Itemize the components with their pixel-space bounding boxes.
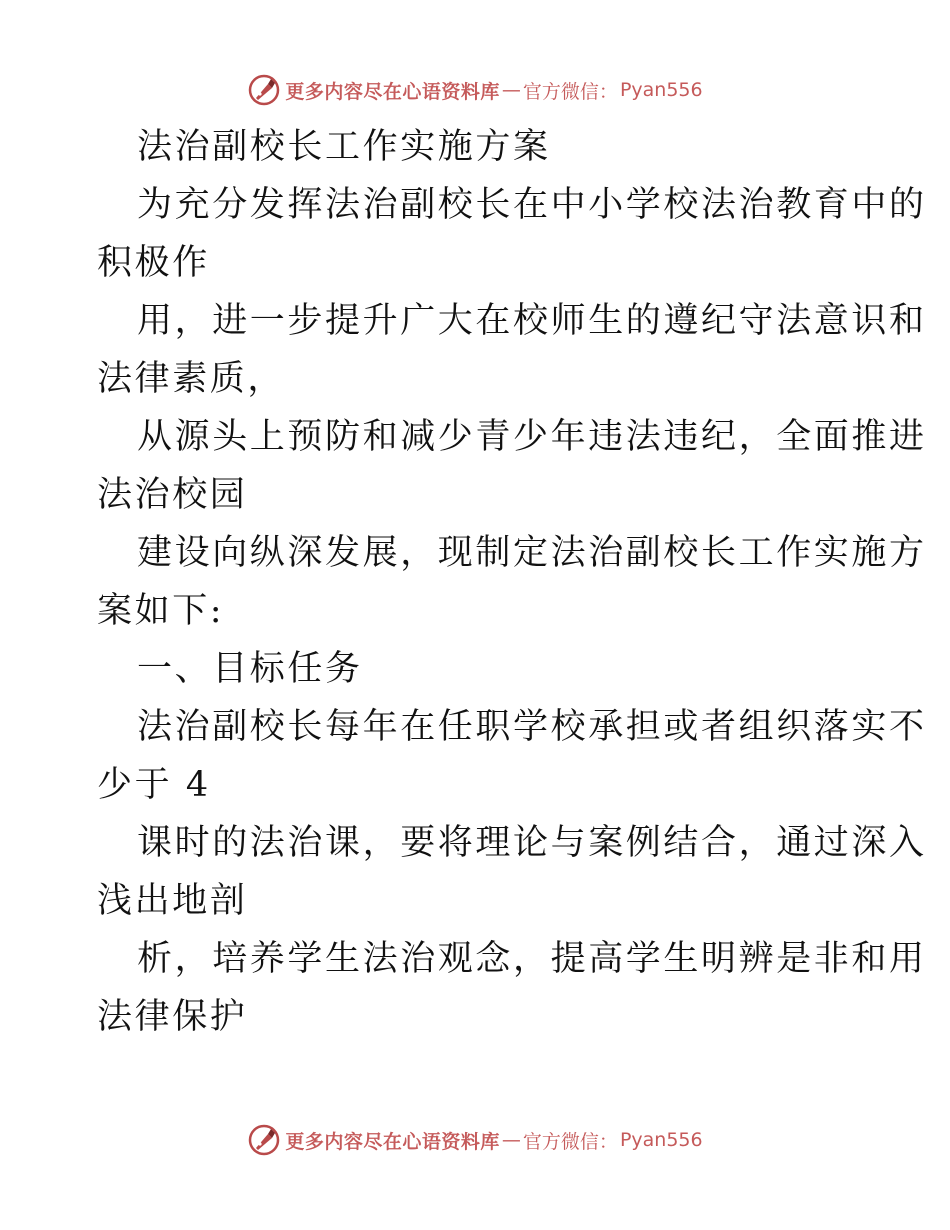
paragraph-line: 从源头上预防和减少青少年违法违纪，全面推进 [137, 417, 927, 457]
paragraph-line: 用，进一步提升广大在校师生的遵纪守法意识和 [137, 301, 927, 341]
document-title: 法治副校长工作实施方案 [137, 127, 551, 167]
footer-wechat-id: Pyan556 [619, 1129, 703, 1151]
paragraph-line: 法律素质， [97, 359, 286, 399]
paragraph-line: 课时的法治课，要将理论与案例结合，通过深入 [137, 823, 927, 863]
header-banner [0, 70, 950, 110]
pen-nib-logo-icon [247, 1123, 281, 1157]
pen-nib-logo-icon [247, 73, 281, 107]
header-wechat-id: Pyan556 [619, 79, 703, 101]
footer-banner [0, 1120, 950, 1160]
paragraph-line: 积极作 [97, 243, 210, 283]
document-body [97, 118, 927, 1046]
paragraph-line: 案如下: [97, 591, 225, 631]
paragraph-line: 浅出地剖 [97, 881, 248, 921]
header-wechat-label: 官方微信： [522, 80, 618, 103]
paragraph-line: 少于 4 [97, 765, 211, 805]
section-heading: 一、目标任务 [137, 649, 363, 689]
paragraph-line: 为充分发挥法治副校长在中小学校法治教育中的 [137, 185, 927, 225]
header-dash: — [501, 79, 521, 101]
footer-wechat-label: 官方微信： [522, 1130, 618, 1153]
paragraph-line: 法律保护 [97, 997, 248, 1037]
paragraph-line: 析，培养学生法治观念，提高学生明辨是非和用 [137, 939, 927, 979]
paragraph-line: 法治校园 [97, 475, 248, 515]
footer-promo-text: 更多内容尽在心语资料库 [285, 1130, 500, 1153]
header-promo-text: 更多内容尽在心语资料库 [285, 80, 500, 103]
paragraph-line: 建设向纵深发展，现制定法治副校长工作实施方 [137, 533, 927, 573]
paragraph-line: 法治副校长每年在任职学校承担或者组织落实不 [137, 707, 927, 747]
footer-dash: — [501, 1129, 521, 1151]
